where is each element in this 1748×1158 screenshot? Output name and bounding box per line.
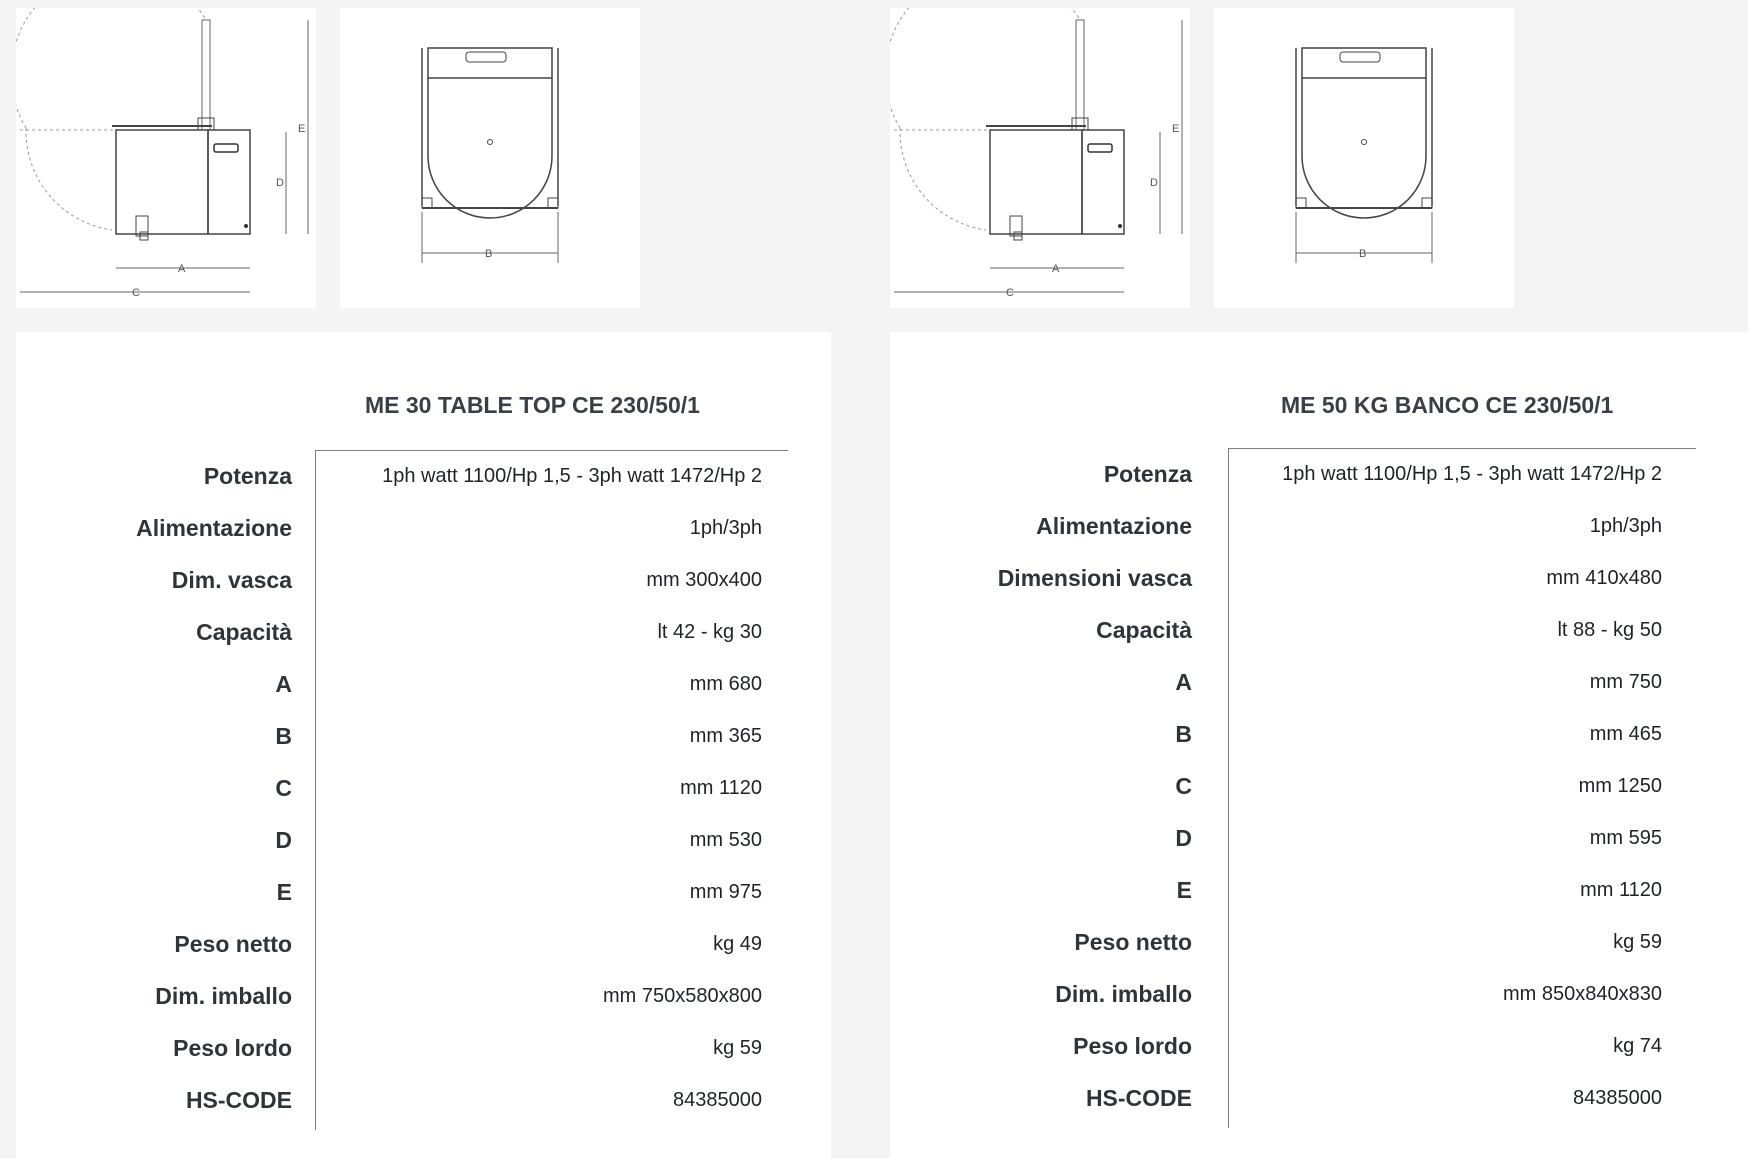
spec-row (16, 1022, 831, 1074)
side-view-svg-2 (890, 8, 1190, 308)
spec-label: Alimentazione (136, 515, 292, 541)
front-view-drawing-1 (340, 8, 640, 308)
dim-label-c-1: C (132, 287, 140, 299)
spec-row (890, 1020, 1748, 1072)
spec-label: Peso lordo (1073, 1033, 1192, 1059)
spec-card-2 (890, 332, 1748, 1158)
spec-label: B (1175, 721, 1192, 747)
spec-value: 1ph watt 1100/Hp 1,5 - 3ph watt 1472/Hp 2 (1282, 463, 1662, 485)
spec-card-1 (16, 332, 831, 1158)
dim-label-a-1: A (178, 263, 186, 275)
spec-label: A (275, 671, 292, 697)
spec-label: Dim. imballo (155, 983, 292, 1009)
spec-value: mm 595 (1589, 827, 1662, 849)
spec-label: Dim. imballo (1055, 981, 1192, 1007)
front-view-svg-2 (1214, 8, 1514, 308)
spec-label: Capacità (1096, 617, 1192, 643)
spec-row (890, 708, 1748, 760)
spec-row (16, 1074, 831, 1126)
spec-label: A (1175, 669, 1192, 695)
spec-value: 1ph watt 1100/Hp 1,5 - 3ph watt 1472/Hp 2 (382, 465, 762, 487)
dim-label-b-2: B (1359, 248, 1367, 260)
spec-row (16, 762, 831, 814)
dim-label-b-1: B (485, 248, 493, 260)
spec-row (16, 710, 831, 762)
spec-label: Peso lordo (173, 1035, 292, 1061)
spec-value: kg 59 (713, 1037, 762, 1059)
spec-row (16, 918, 831, 970)
spec-row (16, 554, 831, 606)
spec-value: mm 850x840x830 (1503, 983, 1662, 1005)
spec-value: kg 49 (713, 933, 762, 955)
spec-label: Peso netto (1074, 929, 1192, 955)
spec-row (16, 450, 831, 502)
dim-label-e-2: E (1172, 123, 1180, 135)
spec-label: Potenza (1103, 461, 1192, 487)
spec-row (890, 864, 1748, 916)
spec-label: C (1175, 773, 1192, 799)
spec-row (890, 552, 1748, 604)
spec-value: 84385000 (1573, 1087, 1662, 1109)
spec-value: mm 1120 (680, 777, 762, 799)
spec-row (890, 1072, 1748, 1124)
spec-title-1: ME 30 TABLE TOP CE 230/50/1 (365, 392, 700, 418)
spec-label: C (275, 775, 292, 801)
spec-label: D (1175, 825, 1192, 851)
spec-value: mm 680 (689, 673, 762, 695)
spec-label: Peso netto (174, 931, 292, 957)
spec-row (890, 916, 1748, 968)
spec-row (890, 760, 1748, 812)
spec-row (890, 448, 1748, 500)
dim-label-e-1: E (298, 123, 306, 135)
spec-value: kg 59 (1613, 931, 1662, 953)
spec-row (16, 814, 831, 866)
spec-value: lt 42 - kg 30 (657, 621, 762, 643)
spec-row (16, 502, 831, 554)
spec-label: HS-CODE (1085, 1085, 1192, 1111)
spec-row (890, 500, 1748, 552)
spec-row (890, 604, 1748, 656)
spec-label: E (1176, 877, 1192, 903)
spec-value: mm 530 (689, 829, 762, 851)
spec-label: Capacità (196, 619, 292, 645)
spec-value: mm 750x580x800 (603, 985, 762, 1007)
spec-value: mm 975 (689, 881, 762, 903)
spec-row (16, 606, 831, 658)
spec-label: E (276, 879, 292, 905)
spec-row (16, 970, 831, 1022)
spec-value: mm 1120 (1580, 879, 1662, 901)
spec-label: Potenza (203, 463, 292, 489)
spec-label: D (275, 827, 292, 853)
spec-row (890, 812, 1748, 864)
spec-row (890, 656, 1748, 708)
dim-label-c-2: C (1006, 287, 1014, 299)
side-view-svg-1 (16, 8, 316, 308)
spec-value: mm 1250 (1578, 775, 1662, 797)
spec-label: HS-CODE (185, 1087, 292, 1113)
spec-label: Dim. vasca (171, 567, 292, 593)
spec-value: mm 365 (689, 725, 762, 747)
dim-label-a-2: A (1052, 263, 1060, 275)
spec-label: B (275, 723, 292, 749)
spec-row (16, 658, 831, 710)
spec-value: kg 74 (1613, 1035, 1662, 1057)
spec-row (890, 968, 1748, 1020)
side-view-drawing-1 (16, 8, 316, 308)
spec-value: 1ph/3ph (689, 517, 762, 539)
spec-value: mm 300x400 (646, 569, 762, 591)
spec-value: lt 88 - kg 50 (1557, 619, 1662, 641)
spec-value: 1ph/3ph (1589, 515, 1662, 537)
spec-value: mm 465 (1589, 723, 1662, 745)
spec-value: mm 750 (1589, 671, 1662, 693)
front-view-drawing-2 (1214, 8, 1514, 308)
spec-value: 84385000 (673, 1089, 762, 1111)
front-view-svg-1 (340, 8, 640, 308)
spec-title-2: ME 50 KG BANCO CE 230/50/1 (1281, 392, 1614, 418)
spec-label: Alimentazione (1036, 513, 1192, 539)
dim-label-d-1: D (276, 177, 284, 189)
side-view-drawing-2 (890, 8, 1190, 308)
spec-label: Dimensioni vasca (997, 565, 1192, 591)
spec-row (16, 866, 831, 918)
spec-value: mm 410x480 (1546, 567, 1662, 589)
dim-label-d-2: D (1150, 177, 1158, 189)
